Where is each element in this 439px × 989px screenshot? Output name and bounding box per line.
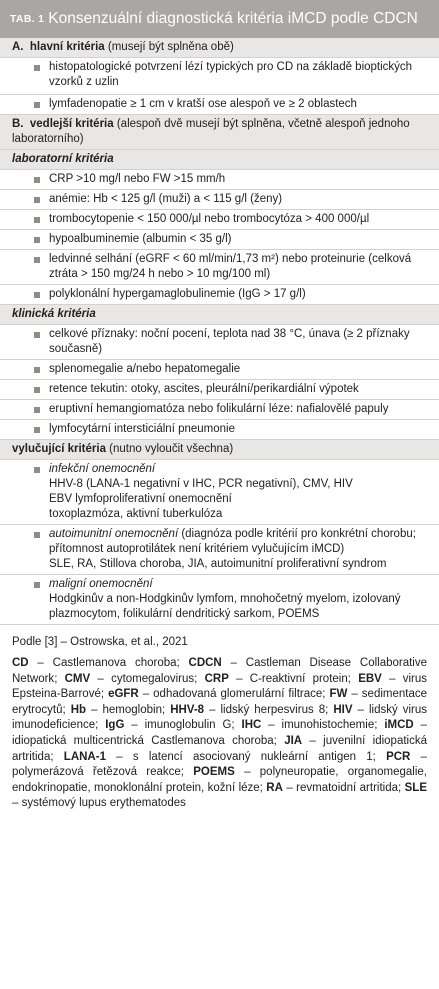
abbrev-term: EBV [358, 672, 382, 685]
square-bullet-icon [34, 257, 40, 263]
abbrev-definition: cytomegalovirus [111, 672, 195, 685]
list-item: ledvinné selhání (eGRF < 60 ml/min/1,73 m²) nebo proteinurie (celková ztráta > 150 mg/24 h nebo > 10 mg/100 ml) [0, 252, 439, 282]
square-bullet-icon [34, 332, 40, 338]
exclusion-group [0, 575, 439, 625]
square-bullet-icon [34, 237, 40, 243]
criteria-table [0, 38, 439, 625]
section-a-header [0, 38, 439, 58]
table-label: TAB. 1 [10, 13, 45, 25]
square-bullet-icon [34, 467, 40, 473]
table-title [10, 9, 429, 29]
list-item: lymfocytární intersticiální pneumonie [0, 422, 439, 437]
list-row [0, 400, 439, 420]
list-row [0, 285, 439, 305]
list-row [0, 325, 439, 360]
list-item: splenomegalie a/nebo hepatomegalie [0, 362, 439, 377]
exclusion-header [0, 440, 439, 460]
section-a-item-list-2 [0, 95, 439, 115]
abbrev-definition: systémový lupus erythematodes [21, 797, 186, 810]
exclusion-line: SLE, RA, Stillova choroba, JIA, autoimunitní proliferativní syndrom [49, 558, 387, 570]
list-item: histopatologické potvrzení lézí typických pro CD na základě bioptických vzorků z uzlin [0, 60, 439, 90]
abbrev-definition: Castleman Disease Collaborative Network [12, 657, 428, 685]
list-item: hypoalbuminemie (albumin < 35 g/l) [0, 232, 439, 247]
abbrev-term: PCR [386, 750, 411, 763]
abbrev-term: IHC [241, 719, 262, 732]
abbrev-definition: lidský herpesvirus 8 [220, 703, 326, 716]
exclusion-line: Hodgkinův a non-Hodgkinův lymfom, mnohočetný myelom, izolovaný plazmocytom, folikulární dendritický sarkom, POEMS [49, 593, 401, 620]
table-header [0, 0, 439, 38]
square-bullet-icon [34, 102, 40, 108]
abbrev-term: SLE [404, 781, 428, 794]
abbrev-definition: lidský virus imunodeficience [12, 703, 428, 732]
list-item: trombocytopenie < 150 000/µl nebo trombocytóza > 400 000/µl [0, 212, 439, 227]
square-bullet-icon [34, 427, 40, 433]
section-b-header [0, 115, 439, 150]
abbrev-definition: Castlemanova choroba [52, 657, 177, 669]
section-a-note: (musejí být splněna obě) [107, 41, 234, 53]
abbrev-term: CDCN [188, 657, 222, 669]
list-row [0, 380, 439, 400]
lab-criteria-header: laboratorní kritéria [0, 150, 439, 170]
section-a-letter: A. [12, 41, 24, 53]
square-bullet-icon [34, 367, 40, 373]
list-item: eruptivní hemangiomatóza nebo folikulární léze: nafialovělé papuly [0, 402, 439, 417]
lab-criteria-list [0, 170, 439, 305]
list-item [0, 577, 439, 622]
abbrev-definition: hemoglobin [102, 703, 162, 716]
exclusion-group [0, 460, 439, 525]
square-bullet-icon [34, 217, 40, 223]
list-row [0, 230, 439, 250]
square-bullet-icon [34, 407, 40, 413]
exclusion-line: HHV-8 (LANA-1 negativní v IHC, PCR negativní), CMV, HIV [49, 478, 353, 490]
abbreviations: CD – Castlemanova choroba; CDCN – Castleman Disease Collaborative Network; CMV – cytomegalovirus; CRP – C-reaktivní protein; EBV – virus Epsteina-Barrové; eGFR – odhadovaná glomerulární filtrace; FW – sedimentace erytrocytů; Hb – hemoglobin; HHV-8 – lidský herpesvirus 8; HIV – lidský virus imunodeficience; IgG – imunoglobulin G; IHC – imunohistochemie; iMCD – idiopatická multicentrická Castlemanova choroba; JIA – juvenilní idiopatická artritida; LANA-1 – s latencí asociovaný nukleární antigen 1; PCR – polymerázová řetězová reakce; POEMS – polyneuropatie, organomegalie, endokrinopatie, monoklonální protein, kožní léze; RA – revmatoidní artritida; SLE – systémový lupus erythematodes [12, 657, 428, 810]
list-item: celkové příznaky: noční pocení, teplota nad 38 °C, únava (≥ 2 příznaky současně) [0, 327, 439, 357]
abbrev-term: POEMS [193, 766, 235, 779]
abbrev-term: RA [266, 781, 283, 794]
exclusion-note: (nutno vyloučit všechna) [109, 443, 234, 455]
abbrev-definition: virus Epsteina-Barrové [12, 672, 427, 701]
abbrev-term: CMV [64, 672, 91, 685]
exclusion-title: vylučující kritéria [12, 443, 106, 455]
abbrev-definition: revmatoidní artritida [296, 781, 399, 794]
abbrev-definition: polyneuropatie, organomegalie, endokrinopatie, monoklonální protein, kožní léze [12, 766, 427, 794]
section-b-letter: B. [12, 118, 24, 130]
exclusion-group [0, 525, 439, 575]
exclusion-group-label: autoimunitní onemocnění (diagnóza podle kritérií pro konkrétní chorobu; přítomnost autoprotilátek není kritériem vylučujícím iMCD) [49, 528, 416, 555]
list-item: lymfadenopatie ≥ 1 cm v kratší ose alespoň ve ≥ 2 oblastech [0, 97, 439, 112]
abbrev-term: HIV [333, 703, 353, 716]
exclusion-list [0, 460, 439, 625]
clinical-criteria-list [0, 325, 439, 440]
list-row [0, 250, 439, 285]
source-note: Podle [3] – Ostrowska, et al., 2021 [12, 636, 188, 648]
section-b-title: vedlejší kritéria [29, 118, 114, 130]
list-item: anémie: Hb < 125 g/l (muži) a < 115 g/l (ženy) [0, 192, 439, 207]
square-bullet-icon [34, 387, 40, 393]
abbrev-term: IgG [105, 719, 125, 732]
clinical-criteria-header: klinická kritéria [0, 305, 439, 325]
abbrev-definition: C-reaktivní protein [249, 672, 348, 685]
abbrev-definition: imunohistochemie [281, 719, 375, 732]
table-title-text: Konsenzuální diagnostická kritéria iMCD podle CDCN [48, 10, 418, 27]
abbrev-term: eGFR [108, 688, 139, 701]
list-row [0, 190, 439, 210]
abbrev-definition: polymerázová řetězová reakce [12, 766, 181, 779]
square-bullet-icon [34, 65, 40, 71]
list-item: polyklonální hypergamaglobulinemie (IgG > 17 g/l) [0, 287, 439, 302]
exclusion-line: EBV lymfoproliferativní onemocnění [49, 493, 232, 505]
abbrev-term: CRP [204, 672, 229, 685]
abbrev-definition: odhadovaná glomerulární filtrace [153, 688, 323, 701]
list-item: CRP >10 mg/l nebo FW >15 mm/h [0, 172, 439, 187]
list-row [0, 420, 439, 440]
abbrev-term: Hb [70, 703, 87, 716]
section-a-title: hlavní kritéria [29, 41, 105, 53]
section-b-note: (alespoň dvě musejí být splněna, včetně alespoň jednoho laboratorního) [12, 118, 410, 145]
exclusion-line: toxoplazmóza, aktivní tuberkulóza [49, 508, 223, 520]
exclusion-group-label: infekční onemocnění [49, 463, 156, 475]
section-a-item-list [0, 58, 439, 95]
abbrev-term: JIA [284, 734, 303, 747]
abbrev-term: LANA-1 [63, 750, 106, 763]
exclusion-group-label: maligní onemocnění [49, 578, 153, 590]
list-item [0, 527, 439, 572]
list-item [0, 462, 439, 522]
abbrev-definition: imunoglobulin G [144, 719, 232, 732]
abbrev-term: CD [12, 657, 29, 669]
square-bullet-icon [34, 532, 40, 538]
abbrev-definition: juvenilní idiopatická artritida [12, 734, 427, 763]
square-bullet-icon [34, 197, 40, 203]
abbrev-term: iMCD [384, 719, 414, 732]
list-row [0, 360, 439, 380]
abbrev-definition: idiopatická multicentrická Castlemanova choroba [12, 734, 274, 747]
abbrev-term: FW [329, 688, 348, 701]
square-bullet-icon [34, 582, 40, 588]
list-row [0, 210, 439, 230]
abbrev-definition: sedimentace erytrocytů [12, 688, 428, 716]
square-bullet-icon [34, 292, 40, 298]
square-bullet-icon [34, 177, 40, 183]
abbrev-term: HHV-8 [170, 703, 205, 716]
abbrev-definition: s latencí asociovaný nukleární antigen 1 [132, 750, 373, 763]
list-item: retence tekutin: otoky, ascites, pleurální/perikardiální výpotek [0, 382, 439, 397]
list-row [0, 170, 439, 190]
